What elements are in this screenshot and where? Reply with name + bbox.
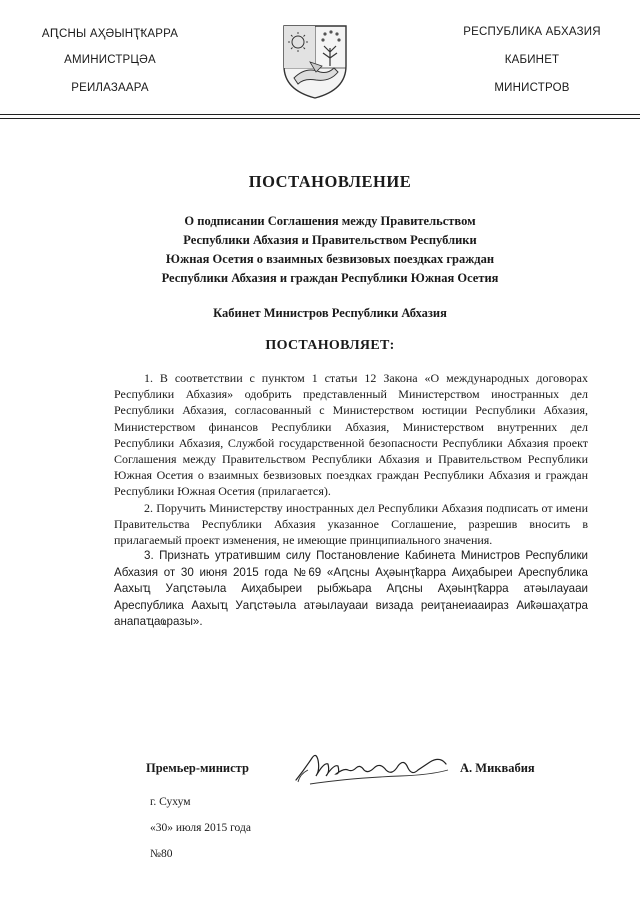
- header-left-line-2: АМИНИСТРЦӘА: [64, 54, 156, 66]
- state-emblem-icon: [276, 22, 354, 100]
- subject-line-1: О подписании Соглашения между Правительством: [184, 214, 476, 228]
- header-right-line-2: КАБИНЕТ: [504, 54, 560, 66]
- subject-line-2: Республики Абхазия и Правительством Республики: [183, 233, 477, 247]
- signer-position: Премьер-министр: [146, 761, 249, 775]
- handwritten-signature: [290, 740, 450, 794]
- document-subject: [80, 212, 580, 288]
- signer-name: А. Миквабия: [460, 761, 535, 775]
- header-right-line-3: МИНИСТРОВ: [494, 82, 570, 94]
- header-divider-top: [0, 114, 640, 115]
- subject-line-4: Республики Абхазия и граждан Республики Южная Осетия: [161, 271, 499, 285]
- issuer: Кабинет Министров Республики Абхазия: [213, 306, 447, 320]
- paragraph-2: 2. Поручить Министерству иностранных дел Республики Абхазия подписать от имени Правительства Республики Абхазия указанное Соглашение, разрешив вносить в прилагаемый проект изменения, не имеющие принципиального значения.: [114, 500, 588, 548]
- date: «30» июля 2015 года: [150, 822, 251, 834]
- paragraph-1: 1. В соответствии с пунктом 1 статьи 12 Закона «О международных договорах Республики Абхазия» одобрить представленный Министерством иностранных дел Республики Абхазия, согласованный с Министерством юстиции Республики Абхазия, Министерством финансов Республики Абхазия, Министерством внутренних дел Республики Абхазия, Службой государственной безопасности Республики Абхазия проект Соглашения между Правительством Республики Абхазия и Правительством Республики Южная Осетия о взаимных безвизовых поездках граждан Республики Абхазия и граждан Республики Южная Осетия (прилагается).: [114, 371, 588, 499]
- document-body: [114, 370, 588, 631]
- place: г. Сухум: [150, 796, 191, 808]
- document-number: №80: [150, 848, 173, 860]
- paragraph-3: 3. Признать утратившим силу Постановление Кабинета Министров Республики Абхазия от 30 июня 2015 года №69 «Аԥсны Аҳәынҭҟарра Аиҳабыреи Ареспублика Аахыҵ Уаԥстәыла Аиҳабыреи рыбжьара Аԥсны Аҳәынҭҟарра атәылауааи Ареспублика Аахыҵ Уаԥстәыла атәылауааи визада реиҭанеиааираз Аиҟәшаҳатра анапаҵаҩразы».: [114, 549, 588, 629]
- subject-line-3: Южная Осетия о взаимных безвизовых поездках граждан: [165, 252, 495, 266]
- header-left-line-3: РЕИЛАЗААРА: [71, 82, 149, 94]
- header-divider-bottom: [0, 118, 640, 119]
- header-right-line-1: РЕСПУБЛИКА АБХАЗИЯ: [463, 26, 601, 38]
- header-left-line-1: АԤСНЫ АҲӘЫНҬҞАРРА: [41, 28, 179, 40]
- document-title: ПОСТАНОВЛЕНИЕ: [248, 172, 412, 191]
- resolves-heading: ПОСТАНОВЛЯЕТ:: [265, 338, 395, 353]
